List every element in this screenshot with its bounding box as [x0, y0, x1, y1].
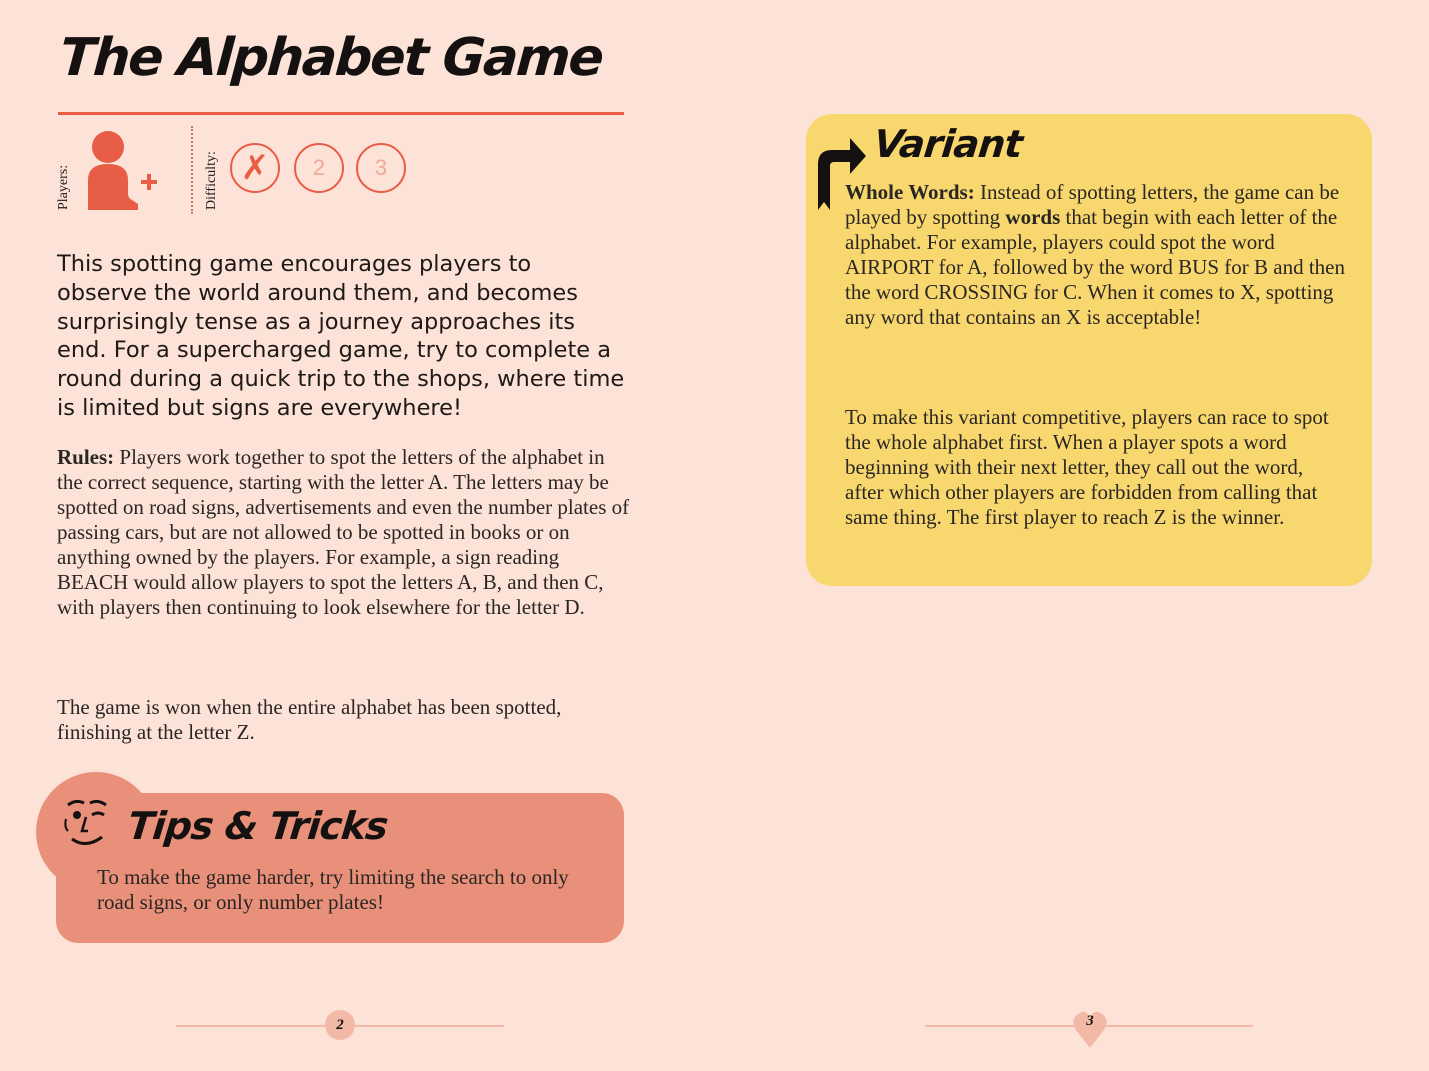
check-mark-icon: ✗ [240, 148, 270, 188]
tips-text: To make the game harder, try limiting the search to only road signs, or only number plates! [97, 865, 569, 914]
winking-face-icon [62, 797, 112, 857]
rules-text: Players work together to spot the letters of the alphabet in the correct sequence, starting with the letter A. The letters may be spotted on road signs, advertisements and even the number plates of passing cars, but are not allowed to be spotted in books or on anything owned by the players. For example, a sign reading BEACH would allow players to spot the letters A, B, and then C, with players then continuing to look elsewhere for the letter D. [57, 445, 630, 619]
difficulty-level-1 [230, 143, 280, 193]
player-plus-icon [86, 130, 162, 212]
variant-paragraph-2: To make this variant competitive, players can race to spot the whole alphabet first. When a player spots a word beginning with their next letter, they call out the word, after which other players are forbidden from calling that same thing. The first player to reach Z is the winner. [845, 405, 1329, 529]
difficulty-label: Difficulty: [204, 151, 219, 210]
variant-label: Whole Words: [845, 180, 975, 204]
page-number-right: 3 [1086, 1013, 1094, 1029]
variant-paragraph-1 [845, 180, 1345, 330]
meta-divider [191, 126, 193, 214]
variant-heading: Variant [871, 122, 1025, 166]
intro-paragraph: This spotting game encourages players to observe the world around them, and becomes surprisingly tense as a journey approaches its end. For a supercharged game, try to complete a round during a quick trip to the shops, where time is limited but signs are everywhere! [57, 251, 625, 421]
tips-heading: Tips & Tricks [125, 804, 390, 848]
variant-text-a: Instead of spotting letters, the game can be played by spotting [845, 180, 1340, 229]
variant-bold-word: words [1005, 205, 1061, 229]
page-number-left: 2 [325, 1010, 355, 1040]
win-paragraph: The game is won when the entire alphabet has been spotted, finishing at the letter Z. [57, 695, 562, 744]
difficulty-level-2: 2 [294, 143, 344, 193]
rules-paragraph [57, 445, 632, 620]
page-title: The Alphabet Game [57, 28, 605, 88]
variant-text-b: that begin with each letter of the alphabet. For example, players could spot the word AIRPORT for A, followed by the word BUS for B and then the word CROSSING for C. When it comes to X, spotting any word that contains an X is acceptable! [845, 205, 1345, 329]
players-label: Players: [56, 164, 71, 210]
difficulty-level-3: 3 [356, 143, 406, 193]
rules-label: Rules: [57, 445, 115, 469]
title-divider [58, 112, 624, 115]
